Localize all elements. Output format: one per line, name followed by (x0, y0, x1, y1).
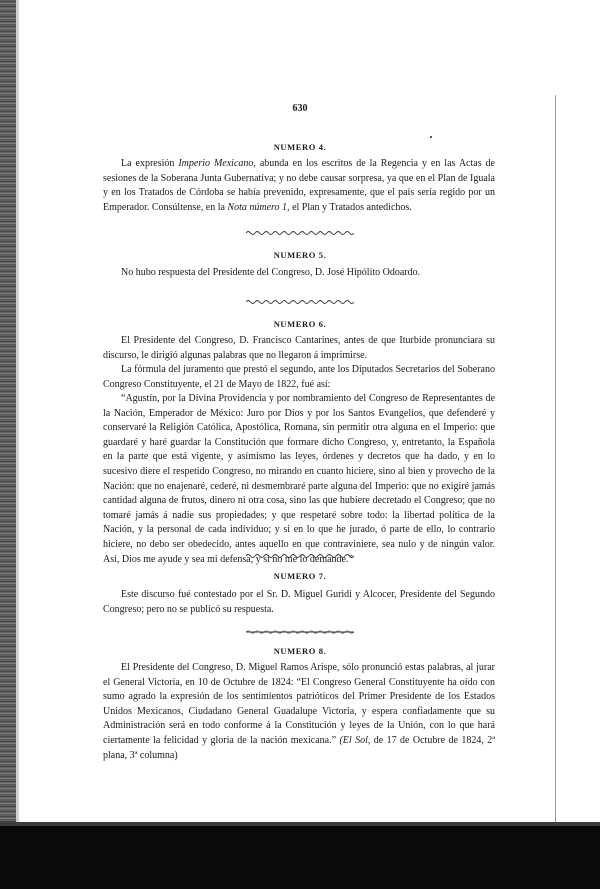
section-heading-5: NUMERO 5. (273, 250, 327, 260)
section-6-paragraph-2: La fórmula del juramento que prestó el segundo, ante los Diputados Secretarios del Soberano Congreso Constituyente, el 21 de Mayo de 1822, fué así: (103, 364, 495, 390)
scan-bottom-band (0, 822, 600, 889)
section-4-paragraph: La expresión Imperio Mexicano, abunda en los escritos de la Regencia y en las Actas de sesiones de la Soberana Junta Gubernativa; y no debe causar sorpresa, ya que en el Plan de Iguala y en los Tratados de Córdoba se había prevenido, expresamente, que el país sería regido por un Emperador. Consúltense, en la Nota número 1, el Plan y Tratados antedichos. (103, 158, 495, 213)
section-heading-4: NUMERO 4. (273, 142, 327, 152)
section-heading-8: NUMERO 8. (273, 646, 327, 656)
section-6-paragraph-1: El Presidente del Congreso, D. Francisco Cantarines, antes de que Iturbide pronunciara su discurso, le dirigió algunas palabras que no llegaron á imprimirse. (103, 335, 495, 361)
section-8-paragraph: El Presidente del Congreso, D. Miguel Ramos Arispe, sólo pronunció estas palabras, al jurar el General Victoria, en 10 de Octubre de 1824: “El Congreso General Constituyente ha oído con sumo agrado la expresión de los sentimientos patrióticos del Primer Presidente de los Estados Unidos Mexicanos, Ciudadano General Guadalupe Victoria, y espera confiadamente que su Administración será en todo conforme á la Constitución y leyes de la Unión, con lo que hará ciertamente la felicidad y gloria de la nación mexicana.” (El Sol, de 17 de Octubre de 1824, 2ª plana, 3ª columna) (103, 662, 496, 761)
section-6-oath-paragraph: “Agustín, por la Divina Providencia y por nombramiento del Congreso de Representantes de la Nación, Emperador de México: Juro por Dios y por los Santos Evangelios, que defenderé y conservaré la Religión Católica, Apostólica, Romana, sin permitir otra alguna en el Imperio: que guardaré y haré guardar la Constitución que formare dicho Congreso, y, entretanto, la Española en la parte que está vigente, y asímismo las leyes, órdenes y decretos que ha dado, y en lo sucesivo diere el respetido Congreso, no mirando en cuanto hiciere, sino al bien y provecho de la Nación: que no enajenaré, cederé, ni desmembraré parte alguna del Imperio: que no exigiré jamás cantidad alguna de frutos, dinero ni otra cosa, sino las que hubiere decretado el Congreso; que no tomaré jamás á nadie sus propiedades; y que respetaré sobre todo: la libertad política de la Nación, y la personal de cada individuo; y si en lo que he jurado, ó parte de ello, lo contrario hiciere, no debo ser obedecido, antes aquello en que contraviniere, sea nulo y de ningún valor. Así, Dios me ayude y sea mi defensa, y si no me lo demande.” (103, 393, 495, 565)
section-heading-6: NUMERO 6. (273, 319, 327, 329)
section-7-paragraph: Este discurso fué contestado por el Sr. D. Miguel Guridi y Alcocer, Presidente del Segundo Congreso; pero no se publicó su respuesta. (103, 589, 495, 615)
section-heading-7: NUMERO 7. (273, 571, 327, 581)
scan-speck (430, 136, 432, 138)
page-number: 630 (292, 103, 308, 114)
ornamental-divider (0, 622, 600, 640)
scan-left-edge (0, 0, 16, 889)
ornamental-divider (0, 546, 600, 564)
ornamental-divider (0, 223, 600, 241)
scan-right-rule (555, 95, 556, 835)
section-5-paragraph: No hubo respuesta del Presidente del Congreso, D. José Hipólito Odoardo. (121, 267, 421, 278)
ornamental-divider (0, 292, 600, 310)
